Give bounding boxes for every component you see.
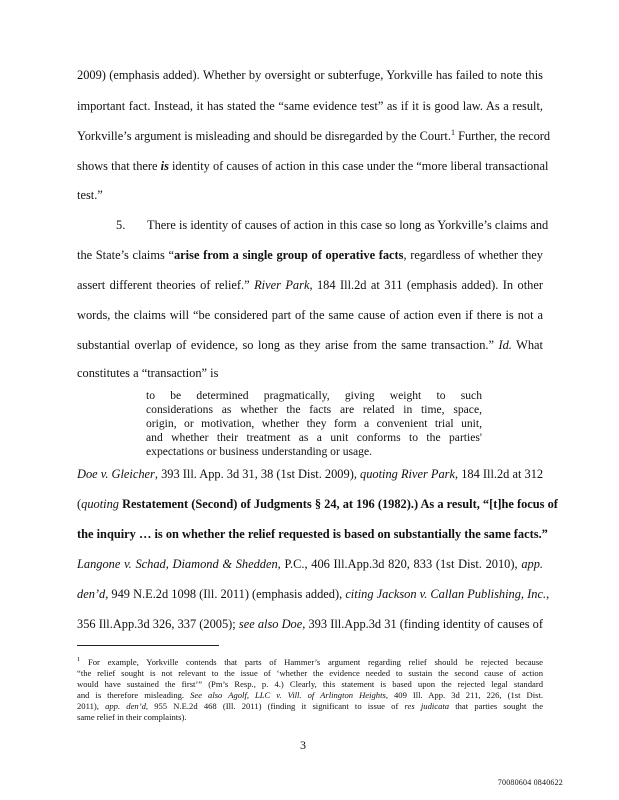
block-quote-line-4: and whether their treatment as a unit conforms to the parties': [146, 431, 482, 444]
body-line-13: (quoting Restatement (Second) of Judgments § 24, at 196 (1982).) As a result, “[t]he focus of: [77, 497, 558, 511]
body-line-9: words, the claims will “be considered part of the same cause of action even if there is not a: [77, 308, 543, 322]
block-quote-line-1: to be determined pragmatically, giving weight to such: [146, 389, 482, 402]
footnote-marker: 1: [77, 656, 81, 664]
body-line-7: the State’s claims “arise from a single group of operative facts, regardless of whether they: [77, 248, 543, 262]
body-line-15: Langone v. Schad, Diamond & Shedden, P.C., 406 Ill.App.3d 820, 833 (1st Dist. 2010), app.: [77, 557, 543, 571]
body-line-16: den’d, 949 N.E.2d 1098 (Ill. 2011) (emphasis added), citing Jackson v. Callan Publishing, Inc.,: [77, 587, 550, 601]
footnote-line-6: same relief in their complaints).: [77, 712, 187, 722]
paragraph-number: 5.: [116, 218, 126, 232]
body-line-4: shows that there is identity of causes of action in this case under the “more liberal transactional: [77, 159, 549, 173]
footnote-line-1: $^1$ For example, Yorkville contends that parts of Hammer’s argument regarding relief should be rejected because: [77, 656, 543, 667]
footnote-line-5: 2011), app. den’d, 955 N.E.2d 468 (Ill. 2011) (finding it significant to issue of res judicata that parties sought the: [77, 701, 544, 711]
body-line-14: the inquiry … is on whether the relief requested is based on substantially the same facts.”: [77, 527, 548, 541]
paragraph-5-first-line: 5. There is identity of causes of action in this case so long as Yorkville’s claims and: [116, 218, 549, 232]
body-line-5: test.”: [77, 188, 103, 202]
body-line-1: 2009) (emphasis added). Whether by oversight or subterfuge, Yorkville has failed to note this: [77, 68, 543, 82]
footnote-line-3: would have sustained the first’” (Pm’s Resp., p. 4.) Clearly, this statement is based upon the rejected legal standard: [77, 679, 543, 689]
body-line-11: constitutes a “transaction” is: [77, 366, 219, 380]
body-line-3: Yorkville’s argument is misleading and should be disregarded by the Court.$^1$ Further, the record: [77, 127, 551, 143]
body-line-17: 356 Ill.App.3d 326, 337 (2005); see also Doe, 393 Ill.App.3d 31 (finding identity of causes of: [77, 617, 544, 631]
footnote-line-4: and is therefore misleading. See also Agolf, LLC v. Vill. of Arlington Heights, 409 Ill. App. 3d 211, 226, (1st Dist.: [77, 690, 543, 700]
footnote-line-2: “the relief sought is not relevant to the issue of ‘whether the evidence needed to sustain the second cause of action: [77, 668, 543, 678]
footnote-divider: [77, 645, 219, 646]
bates-number: 70080604 0840622: [497, 778, 563, 787]
body-line-12: Doe v. Gleicher, 393 Ill. App. 3d 31, 38 (1st Dist. 2009), quoting River Park, 184 Ill.2d at 312: [77, 467, 544, 481]
body-line-10: substantial overlap of evidence, so long as they arise from the same transaction.” Id. What: [77, 338, 543, 352]
footnote-ref[interactable]: 1: [450, 127, 455, 137]
page-number: 3: [300, 738, 306, 752]
block-quote-line-2: considerations as whether the facts are related in time, space,: [146, 403, 482, 416]
block-quote-line-3: origin, or motivation, whether they form a convenient trial unit,: [146, 417, 482, 430]
body-line-2: important fact. Instead, it has stated the “same evidence test” as if it is good law. As a result,: [77, 99, 543, 113]
block-quote-line-5: expectations or business understanding or usage.: [146, 445, 373, 458]
body-line-8: assert different theories of relief.” River Park, 184 Ill.2d at 311 (emphasis added). In other: [77, 278, 543, 292]
